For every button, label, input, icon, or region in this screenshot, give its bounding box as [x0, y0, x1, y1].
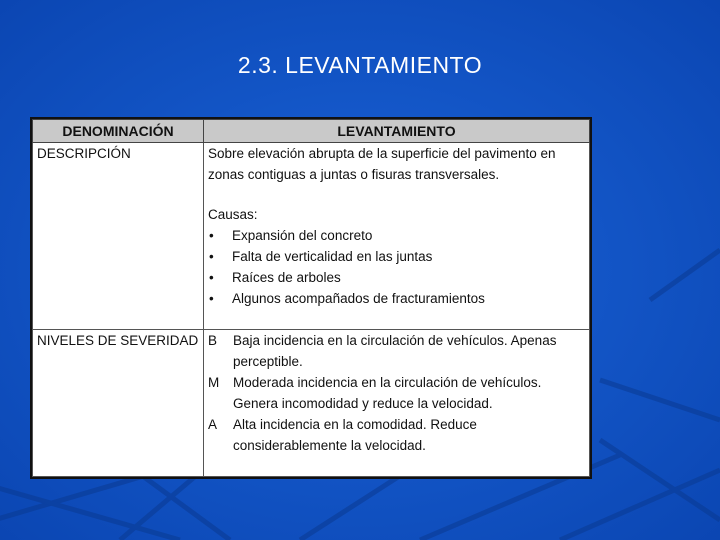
description-label: DESCRIPCIÓN: [33, 143, 204, 330]
bullet-icon: •: [209, 291, 214, 306]
slide-title: 2.3. LEVANTAMIENTO: [237, 52, 483, 78]
description-text: Sobre elevación abrupta de la superficie del pavimento en zonas contiguas a juntas o fisuras transversales.: [208, 146, 556, 182]
cause-item: • Falta de verticalidad en las juntas: [208, 246, 585, 267]
table-row-severity: [33, 330, 590, 477]
severity-level-a: [208, 414, 585, 456]
severity-description: Baja incidencia en la circulación de vehículos. Apenas perceptible.: [233, 333, 557, 369]
severity-code: B: [208, 333, 218, 348]
description-cell: [204, 143, 590, 330]
severity-level-m: [208, 372, 585, 414]
severity-code: M: [208, 375, 220, 390]
cause-item: • Algunos acompañados de fracturamientos: [208, 288, 585, 309]
cause-item: • Raíces de arboles: [208, 267, 585, 288]
table-row-description: [33, 143, 590, 330]
header-levantamiento: LEVANTAMIENTO: [204, 120, 590, 143]
header-denominacion: DENOMINACIÓN: [33, 120, 204, 143]
severity-label: NIVELES DE SEVERIDAD: [33, 330, 204, 477]
severity-description: Moderada incidencia en la circulación de vehículos. Genera incomodidad y reduce la velocidad.: [233, 375, 542, 411]
severity-code: A: [208, 417, 218, 432]
bullet-icon: •: [209, 270, 214, 285]
damage-table: [30, 117, 592, 479]
bullet-icon: •: [209, 228, 214, 243]
bullet-icon: •: [209, 249, 214, 264]
causes-list: [208, 225, 585, 309]
cause-item: • Expansión del concreto: [208, 225, 585, 246]
severity-cell: [204, 330, 590, 477]
severity-description: Alta incidencia en la comodidad. Reduce considerablemente la velocidad.: [233, 417, 477, 453]
causes-label: Causas:: [208, 207, 258, 222]
severity-level-b: [208, 330, 585, 372]
